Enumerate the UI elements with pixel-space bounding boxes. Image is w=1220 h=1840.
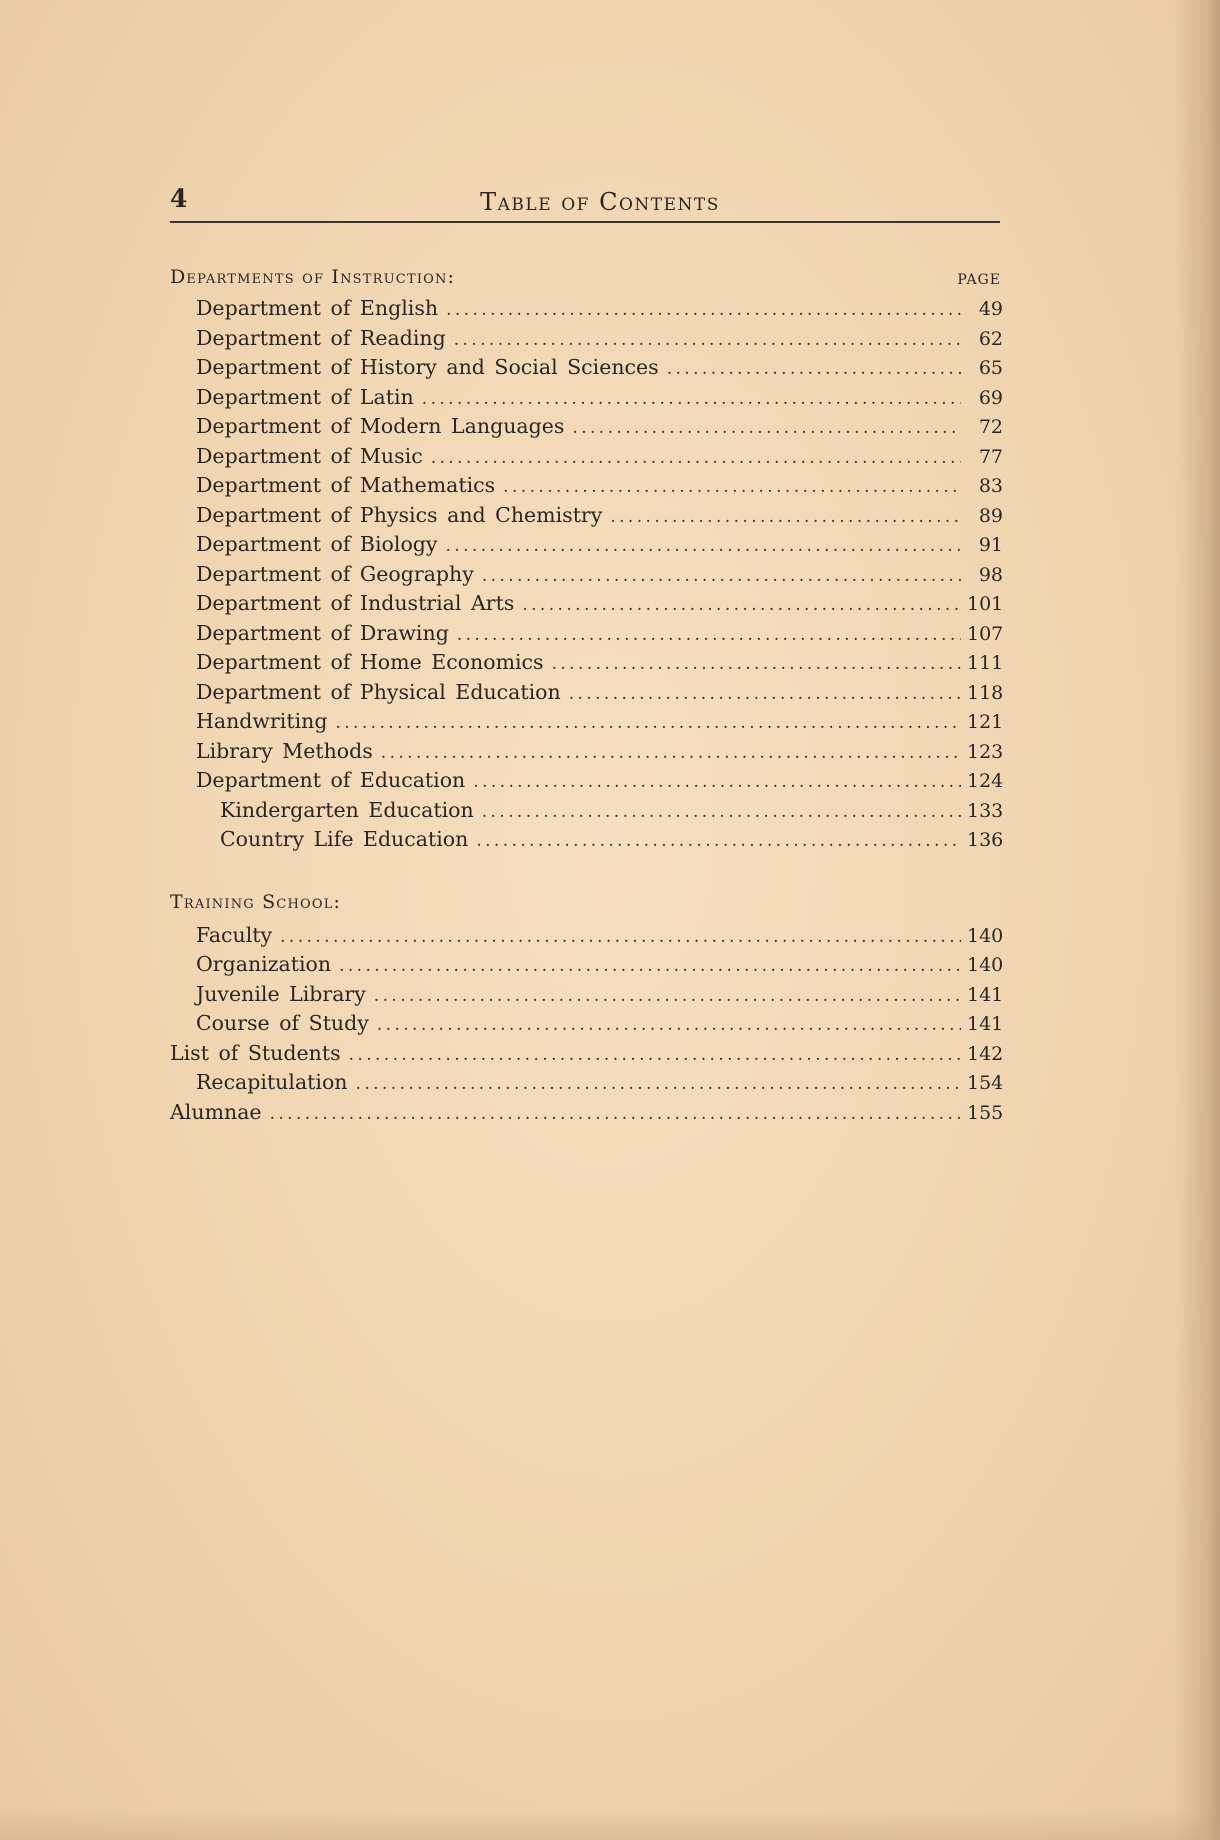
entry-page: 69 [978,386,1003,409]
entry-page: 111 [967,652,1004,674]
entry-page: 98 [978,563,1003,586]
entry-page: 154 [967,1072,1004,1094]
dot-leader [335,713,961,733]
toc-entry [170,355,1003,385]
entry-title: Course of Study [196,1011,369,1035]
toc-entry [170,709,1003,739]
entry-page: 123 [967,740,1004,763]
entry-page: 140 [967,954,1004,976]
dot-leader [503,477,961,497]
dot-leader [422,389,961,409]
dot-leader [374,986,961,1006]
entry-title: Department of Reading [196,325,446,350]
toc-entry [170,532,1003,562]
toc-entry [170,1070,1003,1100]
dot-leader [454,330,961,350]
table-of-contents [170,262,1003,1129]
toc-entry [170,923,1003,953]
dot-leader [572,418,961,438]
section-heading-label: Training School: [170,890,342,913]
entry-page: 141 [967,1013,1004,1035]
page-column-label: PAGE [957,272,1001,288]
entry-title: Department of Latin [196,384,414,409]
dot-leader [270,1104,961,1124]
dot-leader [522,595,961,615]
toc-entry [170,680,1003,710]
section-heading-instruction [170,262,1003,296]
entry-page: 83 [978,475,1003,497]
dot-leader [446,300,961,320]
toc-entry [170,621,1003,651]
toc-entry [170,768,1003,798]
entry-page: 118 [967,681,1004,704]
toc-entry [170,982,1003,1012]
entry-title: Organization [196,952,332,976]
entry-title: Department of English [196,296,439,320]
entry-page: 142 [967,1042,1004,1065]
toc-entry [170,650,1003,680]
dot-leader [610,507,961,527]
dot-leader [667,359,961,379]
entry-title: Juvenile Library [196,981,366,1006]
entry-title: Department of Physics and Chemistry [196,502,603,527]
page-bottom-shadow [0,1810,1220,1840]
dot-leader [482,566,961,586]
entry-title: Country Life Education [220,827,469,851]
entry-title: Library Methods [196,738,373,763]
toc-entry [170,1041,1003,1071]
entry-page: 65 [978,357,1003,379]
toc-entry [170,798,1003,828]
entry-page: 155 [967,1101,1004,1124]
section-gap [170,857,1003,887]
entry-title: Handwriting [196,709,328,733]
entry-title: Department of Modern Languages [196,414,565,438]
entry-page: 133 [967,799,1004,822]
dot-leader [356,1074,961,1094]
page-number: 4 [170,184,188,213]
dot-leader [381,743,961,763]
entry-page: 140 [967,924,1004,947]
entry-page: 124 [967,770,1004,792]
entry-title: Department of Home Economics [196,650,544,674]
dot-leader [476,831,961,851]
dot-leader [473,772,961,792]
toc-entry [170,952,1003,982]
entry-title: Department of Geography [196,561,474,586]
entry-title: List of Students [170,1040,341,1065]
entry-page: 49 [978,298,1003,320]
dot-leader [482,802,961,822]
dot-leader [339,956,961,976]
section-heading-training [170,887,1003,923]
toc-entry [170,473,1003,503]
dot-leader [446,536,962,556]
entry-page: 101 [967,593,1004,615]
entry-page: 62 [978,327,1003,350]
entry-title: Department of Education [196,768,466,792]
entry-page: 136 [967,829,1004,851]
header-rule [170,221,1000,223]
entry-page: 72 [978,416,1003,438]
dot-leader [552,654,961,674]
running-title: Table of Contents [480,188,720,216]
page-edge-shadow [1174,0,1220,1840]
dot-leader [569,684,961,704]
entry-page: 141 [967,983,1004,1006]
dot-leader [377,1015,961,1035]
entry-title: Department of Music [196,443,423,468]
toc-entry [170,1100,1003,1130]
dot-leader [431,448,961,468]
toc-entry [170,562,1003,592]
section-heading-label: Departments of Instruction: [170,266,456,288]
entry-page: 77 [978,445,1003,468]
entry-title: Department of Drawing [196,620,449,645]
entry-title: Department of Physical Education [196,679,561,704]
entry-title: Department of Mathematics [196,473,496,497]
entry-page: 121 [967,711,1004,733]
entry-title: Department of Biology [196,532,438,556]
dot-leader [349,1045,961,1065]
entry-title: Kindergarten Education [220,797,474,822]
entry-title: Department of Industrial Arts [196,591,515,615]
toc-entry [170,385,1003,415]
toc-entry [170,444,1003,474]
toc-entry [170,739,1003,769]
toc-entry [170,296,1003,326]
entry-title: Recapitulation [196,1070,348,1094]
entry-page: 107 [967,622,1004,645]
entry-page: 91 [978,534,1003,556]
dot-leader [457,625,961,645]
toc-entry [170,827,1003,857]
entry-title: Department of History and Social Sciences [196,355,659,379]
entry-title: Faculty [196,922,273,947]
toc-entry [170,1011,1003,1041]
dot-leader [280,927,961,947]
entry-page: 89 [978,504,1003,527]
toc-entry [170,326,1003,356]
toc-entry [170,414,1003,444]
page-header [170,176,1000,222]
toc-entry [170,503,1003,533]
entry-title: Alumnae [170,1099,262,1124]
toc-entry [170,591,1003,621]
